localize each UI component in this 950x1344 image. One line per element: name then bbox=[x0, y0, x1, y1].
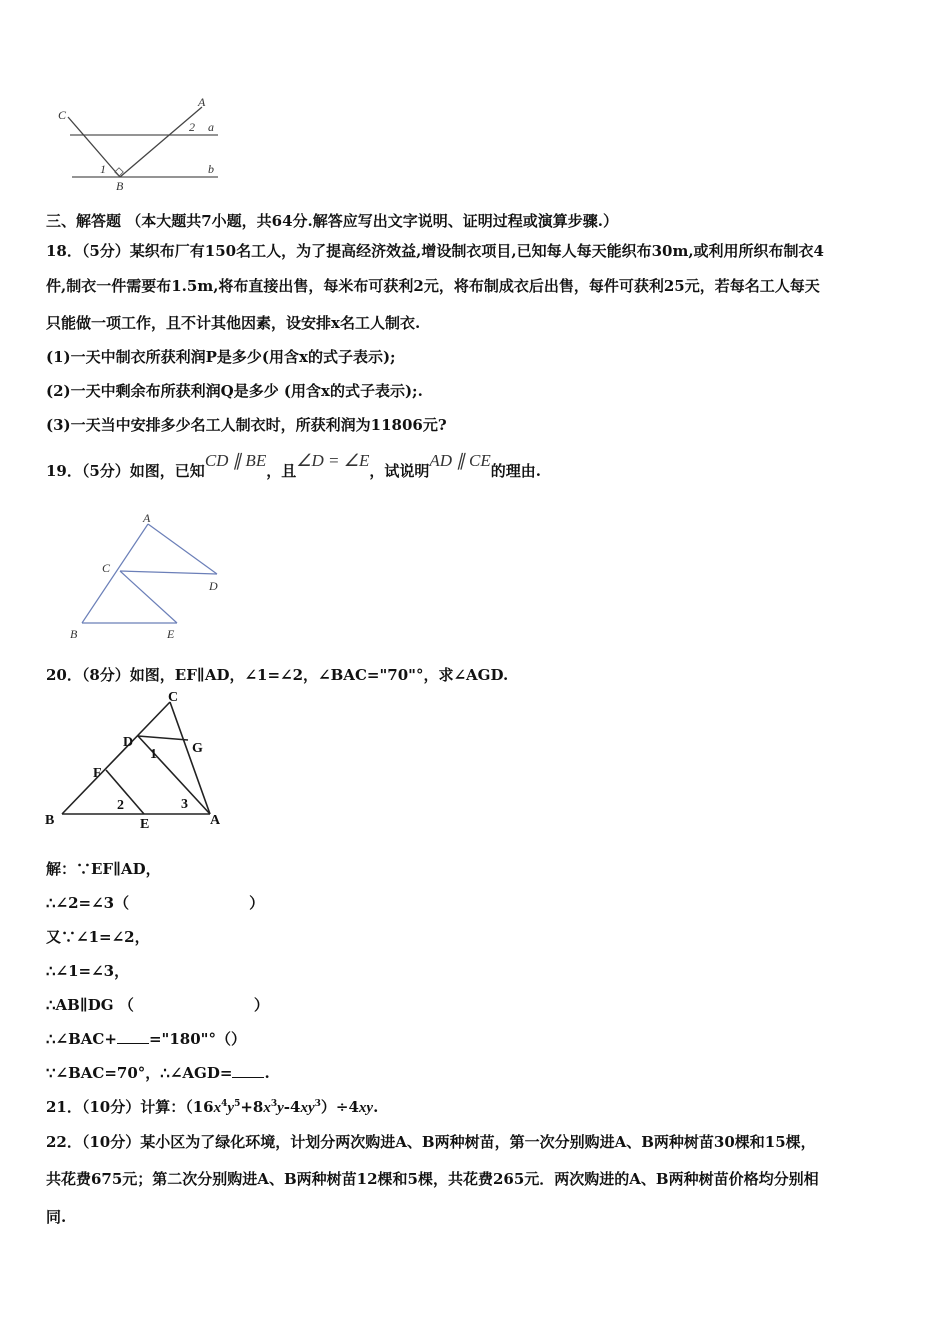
q19-prefix: 19．（5分）如图，已知 bbox=[46, 462, 205, 480]
q20-step-7-a: ∵∠BAC=70°，∴∠AGD= bbox=[46, 1064, 233, 1082]
fig2-label-B: B bbox=[70, 627, 78, 641]
fig3-label-G: G bbox=[192, 741, 203, 756]
section-header: 三、解答题 （本大题共7小题，共64分.解答应写出文字说明、证明过程或演算步骤.） bbox=[46, 212, 618, 230]
q20-step-6-a: ∴∠BAC+ bbox=[46, 1030, 117, 1048]
fig3-label-A: A bbox=[210, 813, 221, 828]
q18-part-2: (2)一天中剩余布所获利润Q是多少 (用含x的式子表示);. bbox=[46, 382, 423, 400]
q21-a: 21．（10分）计算：（16 bbox=[46, 1098, 214, 1116]
fig1-label-2: 2 bbox=[189, 120, 195, 134]
q22-line-1: 22．（10分）某小区为了绿化环境，计划分两次购进A、B两种树苗，第一次分别购进A、B两种树苗30棵和15棵， bbox=[46, 1133, 816, 1151]
q19-math-d-e: ∠D = ∠E bbox=[296, 451, 370, 470]
q20-step-7 bbox=[46, 1062, 270, 1083]
fig2-label-A: A bbox=[143, 511, 151, 525]
q20-step-2 bbox=[46, 892, 264, 913]
fig1-label-a: a bbox=[208, 120, 214, 134]
fig1-label-C: C bbox=[58, 108, 67, 122]
q18-part-1: (1)一天中制衣所获利润P是多少(用含x的式子表示); bbox=[46, 348, 396, 366]
q20-step-5-a: ∴AB∥DG （ bbox=[46, 996, 134, 1014]
q21-n: xy bbox=[358, 1100, 374, 1116]
q21-i: y bbox=[277, 1100, 284, 1116]
q20-step-2-a: ∴∠2=∠3（ bbox=[46, 894, 130, 912]
q20-step-1: 解：∵EF∥AD， bbox=[46, 860, 161, 878]
fig3-label-B: B bbox=[45, 813, 55, 828]
fig3-label-C: C bbox=[168, 690, 179, 705]
q19-math-cd-be: CD ∥ BE bbox=[204, 451, 267, 470]
fig1-label-b: b bbox=[208, 162, 214, 176]
q21-o: . bbox=[373, 1098, 379, 1116]
figure-q19-triangles bbox=[62, 508, 242, 648]
q20-title: 20．（8分）如图，EF∥AD，∠1=∠2，∠BAC="70"°，求∠AGD. bbox=[46, 666, 509, 684]
q21-e: 5 bbox=[234, 1099, 241, 1109]
q19-mid-1: ，且 bbox=[266, 462, 297, 480]
q18-part-3: (3)一天当中安排多少名工人制衣时，所获利润为11806元? bbox=[46, 416, 447, 434]
q20-step-4: ∴∠1=∠3， bbox=[46, 962, 130, 980]
q22-line-3: 同. bbox=[46, 1208, 67, 1226]
q19-suffix: 的理由. bbox=[490, 462, 541, 480]
q21-h: 3 bbox=[270, 1099, 278, 1109]
q19-line bbox=[46, 451, 541, 481]
q20-step-5-b: ） bbox=[253, 996, 269, 1014]
q21-c: 4 bbox=[221, 1099, 228, 1109]
q20-step-7-b: . bbox=[264, 1064, 270, 1082]
fig3-label-E: E bbox=[140, 817, 150, 832]
q20-step-5 bbox=[46, 994, 269, 1015]
fig3-label-D: D bbox=[123, 735, 134, 750]
q18-line-1: 18．（5分）某织布厂有150名工人，为了提高经济效益,增设制衣项目,已知每人每天能织布30m,或利用所织布制衣4 bbox=[46, 242, 824, 260]
q19-math-ad-ce: AD ∥ CE bbox=[429, 451, 491, 470]
q22-line-2: 共花费675元；第二次分别购进A、B两种树苗12棵和5棵，共花费265元．两次购进的A、B两种树苗价格均分别相 bbox=[46, 1170, 819, 1188]
fig1-label-A: A bbox=[198, 95, 206, 109]
fig3-label-2: 2 bbox=[117, 798, 124, 813]
q21-j: -4 bbox=[283, 1098, 301, 1116]
figure-q20-triangle bbox=[40, 690, 240, 840]
figure-parallel-lines bbox=[50, 95, 230, 195]
q21-g: x bbox=[263, 1100, 271, 1116]
fig2-label-E: E bbox=[167, 627, 175, 641]
fig2-label-C: C bbox=[102, 561, 111, 575]
q21-d: y bbox=[227, 1100, 235, 1116]
fig3-label-3: 3 bbox=[181, 797, 188, 812]
q20-step-3: 又∵∠1=∠2， bbox=[46, 928, 150, 946]
q21-line bbox=[46, 1096, 378, 1117]
q18-line-3: 只能做一项工作，且不计其他因素，设安排x名工人制衣. bbox=[46, 314, 421, 332]
q20-step-6-b: ="180"°（） bbox=[148, 1030, 246, 1048]
q18-line-2: 件,制衣一件需要布1.5m,将布直接出售，每米布可获利2元，将布制成衣后出售，每件可获利25元，若每名工人每天 bbox=[46, 277, 820, 295]
fig2-label-D: D bbox=[209, 579, 218, 593]
q19-mid-2: ，试说明 bbox=[369, 462, 430, 480]
fig1-label-B: B bbox=[116, 179, 124, 193]
q21-l: 3 bbox=[314, 1099, 321, 1109]
q20-step-6 bbox=[46, 1028, 246, 1049]
fig1-label-1: 1 bbox=[100, 162, 106, 176]
q21-f: +8 bbox=[240, 1098, 264, 1116]
fig3-label-F: F bbox=[93, 766, 102, 781]
q21-m: ）÷4 bbox=[320, 1098, 359, 1116]
q21-k: xy bbox=[300, 1100, 315, 1116]
q20-step-2-b: ） bbox=[249, 894, 265, 912]
fig3-label-1: 1 bbox=[150, 747, 157, 762]
q21-b: x bbox=[213, 1100, 222, 1116]
